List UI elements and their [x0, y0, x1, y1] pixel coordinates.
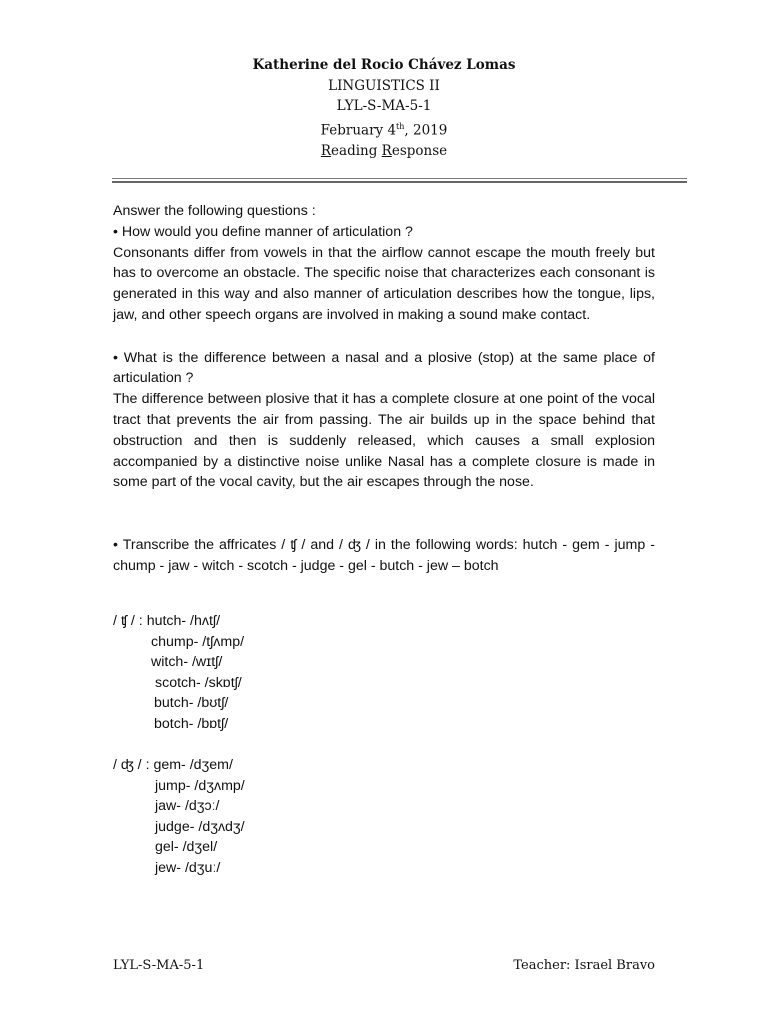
- list-item: witch- /wɪtʃ/: [151, 654, 223, 671]
- affricate-dg-list: [113, 755, 245, 879]
- answer-2: The difference between plosive that it has a complete closure at one point of the vocal tract that prevents the air from passing. The air builds up in the space behind that obstruction and then is suddenly released, which causes a small explosion accompanied by a distinctive noise unlike Nasal has a complete closure is made in some part of the vocal cavity, but the air escapes through the nose.: [113, 391, 655, 491]
- list-item: judge- /dʒʌdʒ/: [155, 818, 245, 835]
- list-item: scotch- /skɒtʃ/: [155, 674, 242, 691]
- list-item: gel- /dʒel/: [155, 839, 218, 856]
- course-name: LINGUISTICS II: [328, 77, 440, 94]
- question-3: • Transcribe the affricates / ʧ / and / ʤ / in the following words: hutch - gem - jump - chump - jaw - witch - scotch - judge - gel - butch - jew – botch: [113, 536, 655, 574]
- date-month-day: February 4: [320, 122, 397, 139]
- intro-text: Answer the following questions :: [113, 203, 316, 219]
- list-item: chump- /tʃʌmp/: [151, 633, 245, 650]
- question-1: • How would you define manner of articulation ?: [113, 223, 413, 240]
- spacer: [113, 493, 655, 514]
- title-initial-1: R: [320, 142, 332, 159]
- ch-item: hutch- /hʌtʃ/: [146, 613, 221, 629]
- spacer: [113, 326, 655, 347]
- course-code: LYL-S-MA-5-1: [336, 98, 432, 115]
- date-suffix: th: [396, 121, 405, 131]
- list-item: [113, 611, 244, 632]
- list-item: jaw- /dʒɔː/: [155, 798, 220, 815]
- document-date: [0, 117, 768, 141]
- list-item: jump- /dʒʌmp/: [155, 777, 245, 794]
- document-header: [0, 55, 768, 161]
- list-item: jew- /dʒuː/: [155, 859, 221, 876]
- answer-1: Consonants differ from vowels in that the airflow cannot escape the mouth freely but has to overcome an obstacle. The specific noise that characterizes each consonant is generated in this way and also manner of articulation describes how the tongue, lips, jaw, and other speech organs are involved in making a sound make contact.: [113, 244, 655, 323]
- document-body: [113, 201, 655, 576]
- header-divider-bottom: [112, 181, 687, 183]
- title-initial-2: R: [381, 142, 392, 159]
- list-item: [113, 755, 245, 776]
- footer-code: LYL-S-MA-5-1: [113, 958, 205, 973]
- author-name: Katherine del Rocio Chávez Lomas: [252, 57, 516, 73]
- header-divider-top: [112, 178, 687, 179]
- affricate-ch-list: [113, 611, 244, 735]
- title-part-1: eading: [331, 142, 382, 159]
- dg-label: / ʤ / :: [113, 757, 154, 773]
- dg-item: gem- /dʒem/: [153, 757, 233, 773]
- title-part-2: esponse: [391, 142, 448, 159]
- spacer: [113, 514, 655, 535]
- ch-label: / ʧ / :: [113, 613, 147, 629]
- date-year: , 2019: [404, 122, 448, 139]
- list-item: butch- /bʊtʃ/: [154, 695, 229, 712]
- question-2: • What is the difference between a nasal and a plosive (stop) at the same place of articulation ?: [113, 349, 655, 387]
- footer-teacher: Teacher: Israel Bravo: [513, 958, 655, 973]
- list-item: botch- /bɒtʃ/: [154, 715, 229, 732]
- document-title: [0, 141, 768, 162]
